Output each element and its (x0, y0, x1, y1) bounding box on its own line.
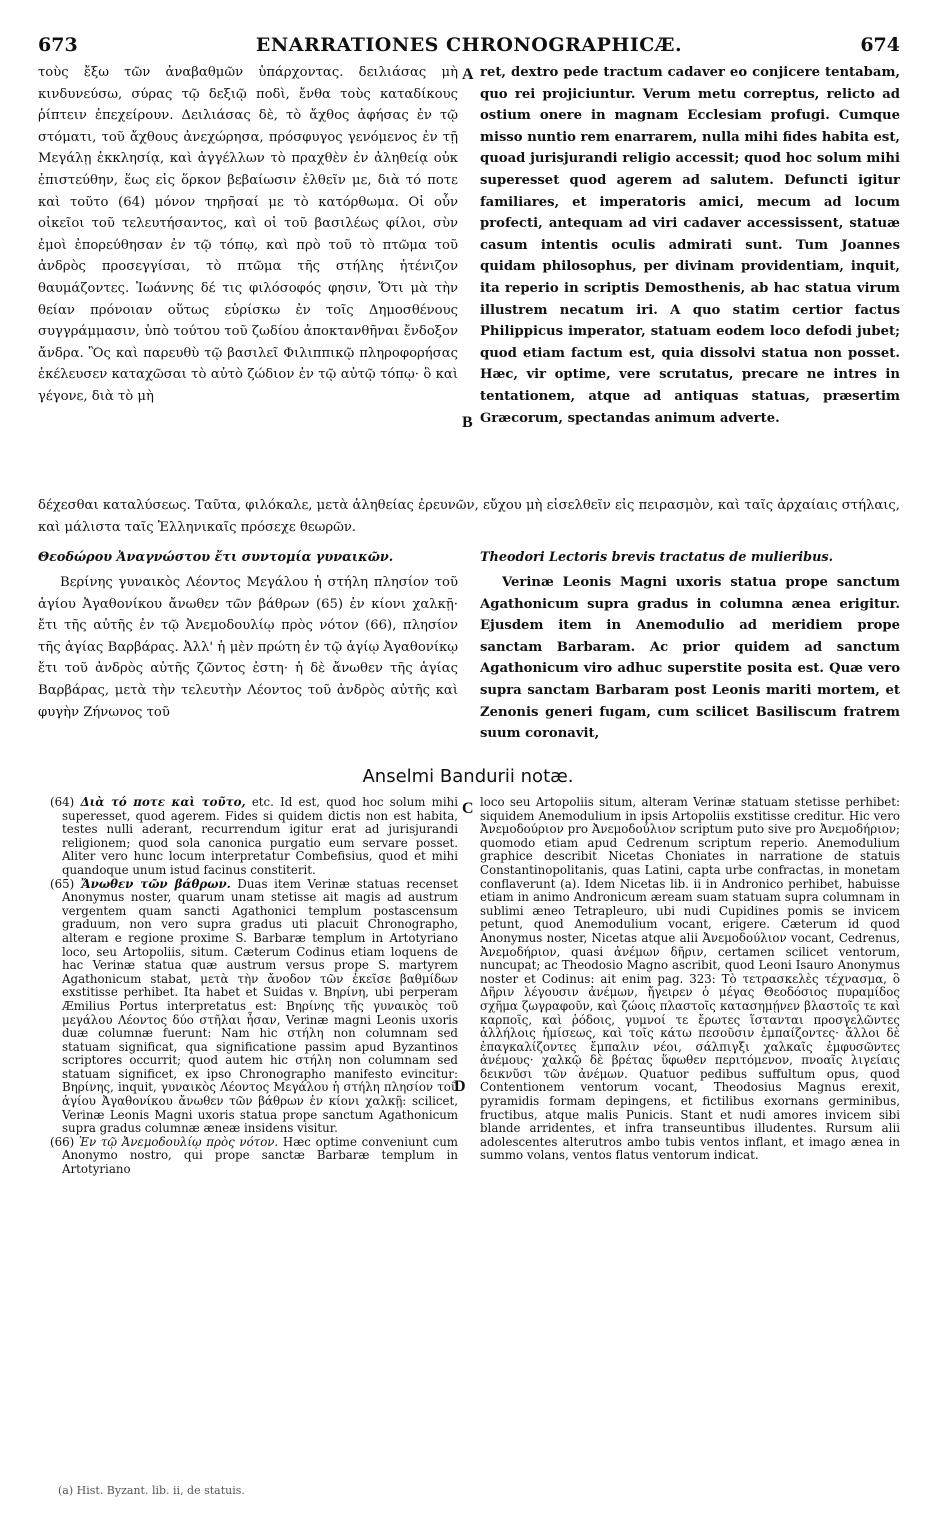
note-65 (50, 878, 458, 1136)
greek-text-upper: τοὺς ἔξω τῶν ἀναβαθμῶν ὑπάρχοντας. δειλιάσας μὴ κινδυνεύσω, σύρας τῷ δεξιῷ ποδὶ, ἔνθα τοὺς καταδίκους ῥίπτειν ἐπεχείρουν. Δειλιάσας δὲ, τὸ ἄχθος ἀφήσας ἐν τῷ στόματι, τοῦ ἄχθους ἀνεχώρησα, πρόσφυγος γενόμενος ἐν τῇ Μεγάλῃ ἐκκλησίᾳ, καὶ ἀγγέλλων τὸ πραχθὲν ἐν ἀληθείᾳ οὐκ ἐπιστεύθην, ἕως εἰς ὅρκον βεβαίωσιν ἐλθεῖν με, διὰ τό ποτε καὶ τοῦτο (64) μόνον τηρῆσαί με τὸ κατόρθωμα. Οἱ οὖν οἰκεῖοι τοῦ τελευτήσαντος, καὶ οἱ τοῦ βασιλέως φίλοι, σὺν ἐμοὶ ἐπορεύθησαν ἐν τῷ τόπῳ, καὶ πρὸ τοῦ τὸ πτῶμα τοῦ ἀνδρὸς προσεγγίσαι, τὸ πτῶμα τῆς στήλης ἠτένιζον θαυμάζοντες. Ἰωάννης δέ τις φιλόσοφός φησιν, Ὅτι μὰ τὴν θείαν πρόνοιαν οὕτως εὑρίσκω ἐν τοῖς Δημοσθένους συγγράμμασιν, ὑπὸ τούτου τοῦ ζωδίου ἀποκτανθῆναι ἔνδοξον ἄνδρα. Ὃς καὶ παρευθὺ τῷ βασιλεῖ Φιλιππικῷ πληροφορήσας ἐκέλευσεν καταχῶσαι τὸ αὐτὸ ζώδιον ἐν τῷ αὐτῷ τόπῳ· ὃ καὶ γέγονε, διὰ τὸ μὴ (38, 65, 458, 404)
note-65-lemma: Ἄνωθεν τῶν βάθρων. (80, 876, 231, 891)
note-64-text: etc. Id est, quod hoc solum mihi superesset, quod agerem. Fides si quidem dictis non est habita, testes nulli aderant, recurrendum igitur erat ad jurisjurandi religionem; quod sola canonica purgatio eum servare posset. Aliter vero hunc locum interpretatur Combefisius, quod et mihi quandoque unum istud facinus constiterit. (62, 796, 458, 877)
note-64 (50, 796, 458, 878)
margin-marker-b: B (462, 414, 473, 431)
greek-section-title: Θεοδώρου Ἀναγνώστου ἔτι συντομία γυναικῶν. (38, 550, 394, 565)
notes-heading: Anselmi Bandurii notæ. (362, 766, 574, 787)
greek-section-heading (38, 548, 458, 570)
page-number-left: 673 (38, 34, 78, 56)
note-66-lemma: Ἐν τῷ Ἀνεμοδουλίῳ πρὸς νότον. (78, 1134, 279, 1149)
note-66 (50, 1136, 458, 1177)
latin-section-heading (480, 548, 900, 570)
greek-column-upper (38, 62, 458, 502)
notes-right-column (480, 796, 900, 1496)
running-header (38, 34, 900, 56)
greek-full-width-text (38, 495, 900, 539)
latin-text-upper: ret, dextro pede tractum cadaver eo conjicere tentabam, quo rei projiciuntur. Verum metu correptus, relicto ad ostium onere in magnam Ecclesiam profugi. Cumque misso nuntio rem enarrarem, nulla mihi fides habita est, quoad jurisjurandi religio accessit; quod hoc solum mihi superesset quod agerem ad salutem. Defuncti igitur familiares, et imperatoris amici, mecum ad locum profecti, antequam ad viri cadaver accessissent, statuæ casum intentis oculis admirati sunt. Tum Joannes quidam philosophus, per divinam providentiam, inquit, ita reperio in scriptis Demosthenis, ab hac statua virum illustrem necatum iri. A quo statim certior factus Philippicus imperator, statuam eodem loco defodi jubet; quod etiam factum est, quia dissolvi statua non posset. Hæc, vir optime, vere scrutatus, precare ne intres in tentationem, atque ad antiquas statuas, præsertim Græcorum, spectandas animum adverte. (480, 65, 900, 426)
note-65-text: Duas item Verinæ statuas recenset Anonymus noster, quarum unam stetisse ait magis ad austrum vergentem quam sancti Agathonici templum postascensum graduum, non vero supra gradus uti placuit Chronographo, alteram e regione proxime S. Barbaræ templum in Artotyriano loco, seu Artopoliis, situm. Cæterum Codinus etiam loquens de hac Verinæ statua quæ austrum versus prope S. martyrem Agathonicum stabat, μετὰ τὴν ἄνοδον τῶν ἐκεῖσε βαθμίδων exstitisse perhibet. Ita habet et Suidas v. Βηρίνη, ubi perperam Æmilius Portus interpretatus est: Βηρίνης τῆς γυναικὸς τοῦ μεγάλου Λέοντος δύο στῆλαι ἦσαν, Verinæ magni Leonis uxoris duæ columnæ fuerunt: Nam hic στήλη non columnam sed statuam significat, qua significatione passim apud Byzantinos scriptores occurrit; quod autem hic στήλη non columnam sed statuam significet, ex ipso Chronographo manifesto evincitur: Βηρίνης, inquit, γυναικὸς Λέοντος Μεγάλου ἡ στήλη πλησίον τοῦ ἁγίου Ἀγαθονίκου ἄνωθεν τῶν βάθρων ἐν κίονι χαλκῇ: scilicet, Verinæ Leonis Magni uxoris statua prope sanctum Agathonicum supra gradus columnæ æneæ insidens visitur. (62, 876, 458, 1136)
note-65-mark: (65) (50, 876, 75, 891)
note-64-lemma: Διὰ τό ποτε καὶ τοῦτο, (80, 796, 246, 809)
margin-marker-c: C (462, 800, 474, 817)
greek-section-text: Βερίνης γυναικὸς Λέοντος Μεγάλου ἡ στήλη πλησίον τοῦ ἁγίου Ἀγαθονίκου ἄνωθεν τῶν βάθρων (65) ἐν κίονι χαλκῇ· ἔτι τῆς αὐτῆς ἐν τῷ Ἀνεμοδουλίῳ πρὸς νότον (66), πλησίον τῆς ἁγίας Βαρβάρας. Ἀλλ' ἡ μὲν πρώτη ἐν τῷ ἁγίῳ Ἀγαθονίκῳ ἔτι τοῦ ἀνδρὸς αὐτῆς ζῶντος ἐστη· ἡ δὲ ἄνωθεν τῆς ἁγίας Βαρβάρας, μετὰ τὴν τελευτὴν Λέοντος τοῦ ἀνδρὸς αὐτῆς καὶ φυγὴν Ζήνωνος τοῦ (38, 575, 458, 720)
margin-marker-a: A (462, 66, 474, 83)
latin-column-section (480, 572, 900, 762)
notes-right-text: loco seu Artopoliis situm, alteram Verinæ statuam stetisse perhibet: siquidem Anemodulium in ipsis Artopoliis exstitisse creditur. Hic vero Ἀνεμοδούριον pro Ἀνεμοδούλιον scriptum puto sive pro Ἀνεμοδήριον; quomodo etiam apud Cedrenum scriptum reperio. Anemodulium graphice describit Nicetas Choniates in narratione de statuis Constantinopolitanis, quas Latini, capta urbe confractas, in monetam conflaverunt (a). Idem Nicetas lib. ii in Andronico perhibet, habuisse etiam in animo Andronicum æream suam statuam supra columnam in sublimi æneo Tetrapleuro, ubi nudi Cupidines pomis se invicem petunt, quod Anemodulium vocant, erigere. Cæterum id quod Anonymus noster, Nicetas atque alii Ἀνεμοδούλιον vocant, Cedrenus, Ἀνεμοδήριον, quasi ἀνέμων δῆριν, certamen scilicet ventorum, nuncupat; ac Theodosio Magno ascribit, quod Leoni Isauro Anonymus noster et Codinus: ait enim pag. 323: Τὸ τετρασκελὲς τέχνασμα, ὃ Δῆριν λέγουσιν ἀνέμων, ἤγειρεν ὁ μέγας Θεοδόσιος πυραμίδος σχῆμα ζωγραφοῦν, καὶ ζώοις πλαστοῖς κατασημῄνεν βλαστοῖς τε καὶ καρποῖς, καὶ ῥόδοις, γυμνοί τε ἔρωτες ἵστανται προσγελῶντες ἀλλήλοις ἡμίσεως, καὶ τοῖς κάτω πεσοῦσιν ἐμπαίζοντες· ἄλλοι δὲ ἐπαγκαλίζοντες ἔμπαλιν νέοι, σάλπιγξι χαλκαῖς ἐμφυσῶντες ἀνέμους· χαλκῷ δὲ βρέτας ὕφωθεν περιτόμενον, πνοαῖς λιγείαις δεικνῦσι τῶν ἀνέμων. Quatuor pedibus suffultum opus, quod Contentionem ventorum vocant, Theodosius Magnus erexit, pyramidis formam depingens, et fictilibus exornans germinibus, fructibus, atque malis Punicis. Stant et nudi amores invicem sibi blande arridentes, et infra transeuntibus illudentes. Rursum alii adolescentes alterutros ambo tubis ventos inflant, et imago ænea in summo volans, ventos flatus ventorum indicat. (480, 796, 900, 1163)
margin-marker-d: D (454, 1078, 466, 1095)
latin-column-upper (480, 62, 900, 502)
page-number-right: 674 (860, 34, 900, 56)
running-title: ENARRATIONES CHRONOGRAPHICÆ. (255, 34, 683, 56)
note-66-text: Hæc optime conveniunt cum Anonymo nostro, qui prope sanctæ Barbaræ templum in Artotyriano (62, 1134, 458, 1177)
greek-column-section (38, 572, 458, 762)
footnote-a: (a) Hist. Byzant. lib. ii, de statuis. (58, 1484, 245, 1497)
notes-left-column (50, 796, 458, 1486)
latin-section-title: Theodori Lectoris brevis tractatus de mulieribus. (480, 550, 834, 565)
note-64-mark: (64) (50, 796, 75, 809)
greek-closing-text: δέχεσθαι καταλύσεως. Ταῦτα, φιλόκαλε, μετὰ ἀληθείας ἐρευνῶν, εὔχου μὴ εἰσελθεῖν εἰς πειρασμὸν, καὶ ταῖς ἀρχαίαις στήλαις, καὶ μάλιστα ταῖς Ἑλληνικαῖς πρόσεχε θεωρῶν. (38, 498, 900, 535)
latin-section-text: Verinæ Leonis Magni uxoris statua prope sanctum Agathonicum supra gradus in columna ænea erigitur. Ejusdem item in Anemodulio ad meridiem prope sanctam Barbaram. Ac prior quidem ad sanctum Agathonicum viro adhuc superstite posita est. Quæ vero supra sanctam Barbaram post Leonis mariti mortem, et Zenonis generi fugam, cum scilicet Basiliscum fratrem suum coronavit, (480, 575, 900, 742)
note-66-mark: (66) (50, 1134, 75, 1149)
